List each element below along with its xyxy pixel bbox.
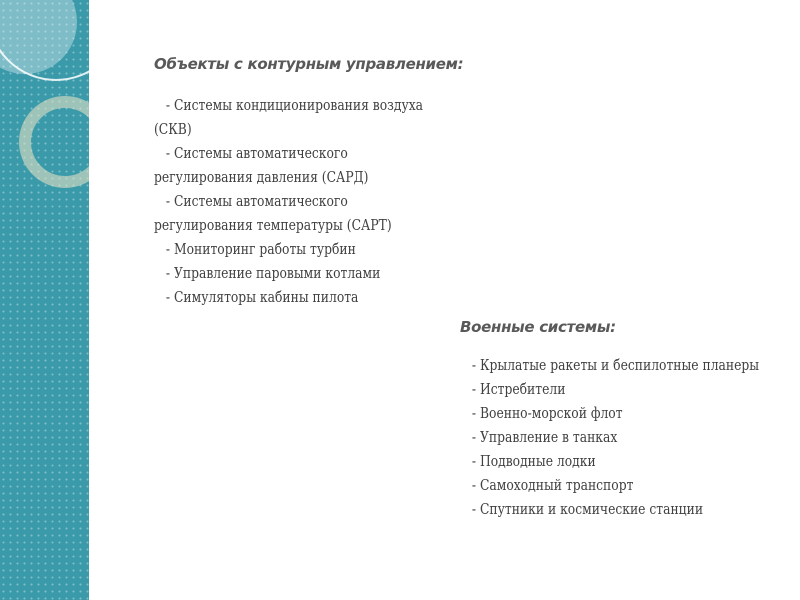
decorative-thick-ring [25, 102, 89, 182]
list-item: - Управление в танках [471, 430, 618, 446]
list-item: - Крылатые ракеты и беспилотные планеры [471, 358, 760, 374]
list-item: - Управление паровыми котлами [165, 266, 381, 282]
decorative-circles [0, 0, 89, 600]
list-item: - Системы кондиционирования воздуха (СКВ) [154, 98, 424, 138]
list-item: - Самоходный транспорт [471, 478, 634, 494]
list-item: - Системы автоматического регулирования температуры (САРТ) [154, 194, 392, 234]
list-item: - Подводные лодки [471, 454, 596, 470]
item-list [154, 94, 435, 310]
item-list [460, 354, 768, 522]
section-heading: Объекты с контурным управлением: [154, 55, 464, 73]
list-item: - Системы автоматического регулирования давления (САРД) [154, 146, 369, 186]
decorative-sidebar [0, 0, 89, 600]
list-item: - Мониторинг работы турбин [165, 242, 356, 258]
list-item: - Симуляторы кабины пилота [165, 290, 359, 306]
list-item: - Истребители [471, 382, 566, 398]
list-item: - Военно-морской флот [471, 406, 623, 422]
list-item: - Спутники и космические станции [471, 502, 704, 518]
section-heading: Военные системы: [460, 318, 616, 336]
